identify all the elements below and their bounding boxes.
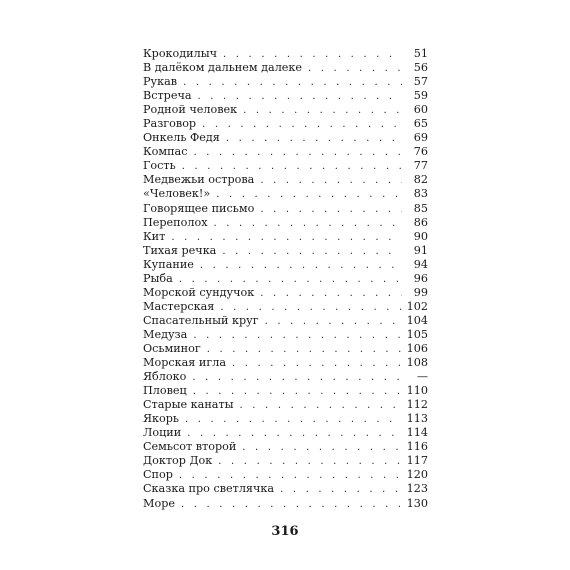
- toc-entry: [143, 426, 428, 440]
- toc-entry-title: «Человек!»: [143, 187, 211, 201]
- toc-entry-title: Лоции: [143, 426, 182, 440]
- toc-entry: [143, 398, 428, 412]
- toc-leader-dots: [198, 90, 402, 104]
- toc-entry: [143, 230, 428, 244]
- toc-entry-title: Спасательный круг: [143, 313, 259, 327]
- toc-leader-dots: [243, 104, 402, 118]
- toc-entry: [143, 89, 428, 103]
- toc-entry-page: 102: [406, 299, 428, 313]
- toc-entry-page: 59: [413, 89, 428, 103]
- toc-entry-page: 69: [413, 131, 428, 145]
- toc-entry-title: В далёком дальнем далеке: [143, 61, 303, 75]
- toc-entry-title: Говорящее письмо: [143, 201, 255, 215]
- toc-entry: [143, 202, 428, 216]
- toc-entry: [143, 342, 428, 356]
- toc-entry: [143, 216, 428, 230]
- toc-entry-title: Якорь: [143, 412, 180, 426]
- toc-entry-title: Компас: [143, 145, 188, 159]
- toc-entry: [143, 482, 428, 496]
- toc-entry-title: Встреча: [143, 89, 192, 103]
- toc-entry-title: Осьминог: [143, 341, 201, 355]
- toc-entry-title: Рыба: [143, 271, 173, 285]
- toc-entry-title: Старые канаты: [143, 398, 234, 412]
- toc-leader-dots: [214, 217, 402, 231]
- toc-entry-page: 96: [413, 271, 428, 285]
- toc-leader-dots: [223, 48, 402, 62]
- toc-entry-title: Мастерская: [143, 299, 215, 313]
- toc-leader-dots: [232, 357, 402, 371]
- toc-entry: [143, 356, 428, 370]
- toc-entry: [143, 131, 428, 145]
- toc-entry-title: Рукав: [143, 75, 178, 89]
- toc-entry-title: Медуза: [143, 327, 188, 341]
- toc-entry-title: Спор: [143, 468, 173, 482]
- toc-entry: [143, 440, 428, 454]
- toc-entry-page: 86: [413, 215, 428, 229]
- toc-entry-title: Морской сундучок: [143, 285, 255, 299]
- toc-entry-page: 76: [413, 145, 428, 159]
- toc-entry-title: Онкель Федя: [143, 131, 220, 145]
- toc-entry-page: 57: [413, 75, 428, 89]
- toc-leader-dots: [192, 371, 402, 385]
- toc-entry: [143, 300, 428, 314]
- toc-entry-page: 116: [406, 440, 428, 454]
- page-number: 316: [271, 524, 299, 539]
- toc-entry-page: 130: [406, 496, 428, 510]
- toc-entry: [143, 497, 428, 511]
- toc-entry-page: 91: [413, 243, 428, 257]
- toc-entry-page: 83: [413, 187, 428, 201]
- toc-entry-page: 110: [406, 384, 428, 398]
- toc-leader-dots: [185, 413, 402, 427]
- toc-entry-title: Медвежьи острова: [143, 173, 255, 187]
- toc-entry: [143, 145, 428, 159]
- toc-entry: [143, 384, 428, 398]
- toc-entry-title: Купание: [143, 257, 194, 271]
- toc-entry-page: 65: [413, 117, 428, 131]
- toc-entry-title: Разговор: [143, 117, 197, 131]
- toc-entry-title: Пловец: [143, 384, 187, 398]
- toc-leader-dots: [171, 231, 402, 245]
- toc-entry: [143, 370, 428, 384]
- toc-leader-dots: [242, 441, 402, 455]
- toc-entry-page: 56: [413, 61, 428, 75]
- toc-leader-dots: [265, 315, 402, 329]
- toc-entry-page: —: [416, 370, 428, 384]
- toc-leader-dots: [220, 301, 402, 315]
- toc-entry-page: 94: [413, 257, 428, 271]
- toc-entry: [143, 159, 428, 173]
- toc-entry: [143, 258, 428, 272]
- toc-entry-title: Родной человек: [143, 103, 238, 117]
- toc-entry-page: 113: [406, 412, 428, 426]
- toc-entry-page: 60: [413, 103, 428, 117]
- toc-entry: [143, 61, 428, 75]
- toc-leader-dots: [222, 245, 402, 259]
- toc-entry: [143, 47, 428, 61]
- toc-entry: [143, 173, 428, 187]
- table-of-contents: [143, 47, 428, 511]
- toc-leader-dots: [200, 259, 402, 273]
- toc-entry-title: Тихая речка: [143, 243, 217, 257]
- toc-entry: [143, 244, 428, 258]
- toc-leader-dots: [179, 469, 402, 483]
- toc-leader-dots: [193, 385, 402, 399]
- toc-entry: [143, 286, 428, 300]
- toc-leader-dots: [194, 146, 403, 160]
- toc-entry-page: 82: [413, 173, 428, 187]
- toc-leader-dots: [280, 483, 402, 497]
- toc-leader-dots: [308, 62, 402, 76]
- toc-leader-dots: [179, 273, 402, 287]
- toc-entry-title: Переполох: [143, 215, 208, 229]
- toc-entry-title: Гость: [143, 159, 176, 173]
- toc-leader-dots: [183, 76, 402, 90]
- toc-entry-page: 108: [406, 356, 428, 370]
- toc-leader-dots: [193, 329, 402, 343]
- toc-entry: [143, 468, 428, 482]
- toc-entry: [143, 328, 428, 342]
- toc-leader-dots: [202, 118, 402, 132]
- toc-entry-page: 117: [406, 454, 428, 468]
- toc-entry-page: 105: [406, 327, 428, 341]
- toc-entry: [143, 117, 428, 131]
- toc-leader-dots: [260, 287, 402, 301]
- toc-entry-page: 106: [406, 341, 428, 355]
- toc-entry-page: 123: [406, 482, 428, 496]
- toc-entry-title: Семьсот второй: [143, 440, 237, 454]
- toc-leader-dots: [182, 160, 402, 174]
- toc-leader-dots: [226, 132, 402, 146]
- toc-entry-page: 51: [413, 47, 428, 60]
- toc-leader-dots: [260, 203, 402, 217]
- toc-entry-page: 120: [406, 468, 428, 482]
- toc-entry-title: Море: [143, 496, 175, 510]
- toc-entry: [143, 454, 428, 468]
- toc-leader-dots: [260, 174, 402, 188]
- toc-entry-page: 90: [413, 229, 428, 243]
- toc-leader-dots: [218, 455, 402, 469]
- toc-entry: [143, 412, 428, 426]
- toc-leader-dots: [216, 188, 402, 202]
- toc-entry: [143, 103, 428, 117]
- toc-entry-page: 85: [413, 201, 428, 215]
- toc-entry-title: Доктор Док: [143, 454, 213, 468]
- toc-leader-dots: [207, 343, 402, 357]
- toc-leader-dots: [240, 399, 402, 413]
- toc-leader-dots: [187, 427, 402, 441]
- toc-entry: [143, 187, 428, 201]
- toc-leader-dots: [181, 498, 402, 512]
- toc-entry-title: Яблоко: [143, 370, 187, 384]
- toc-entry-title: Сказка про светлячка: [143, 482, 275, 496]
- toc-entry-page: 112: [406, 398, 428, 412]
- toc-entry-title: Крокодилыч: [143, 47, 218, 60]
- toc-entry: [143, 272, 428, 286]
- toc-entry: [143, 75, 428, 89]
- toc-entry: [143, 314, 428, 328]
- toc-entry-title: Морская игла: [143, 356, 226, 370]
- toc-entry-page: 77: [413, 159, 428, 173]
- toc-entry-page: 114: [406, 426, 428, 440]
- toc-entry-page: 99: [413, 285, 428, 299]
- toc-entry-page: 104: [406, 313, 428, 327]
- toc-entry-title: Кит: [143, 229, 166, 243]
